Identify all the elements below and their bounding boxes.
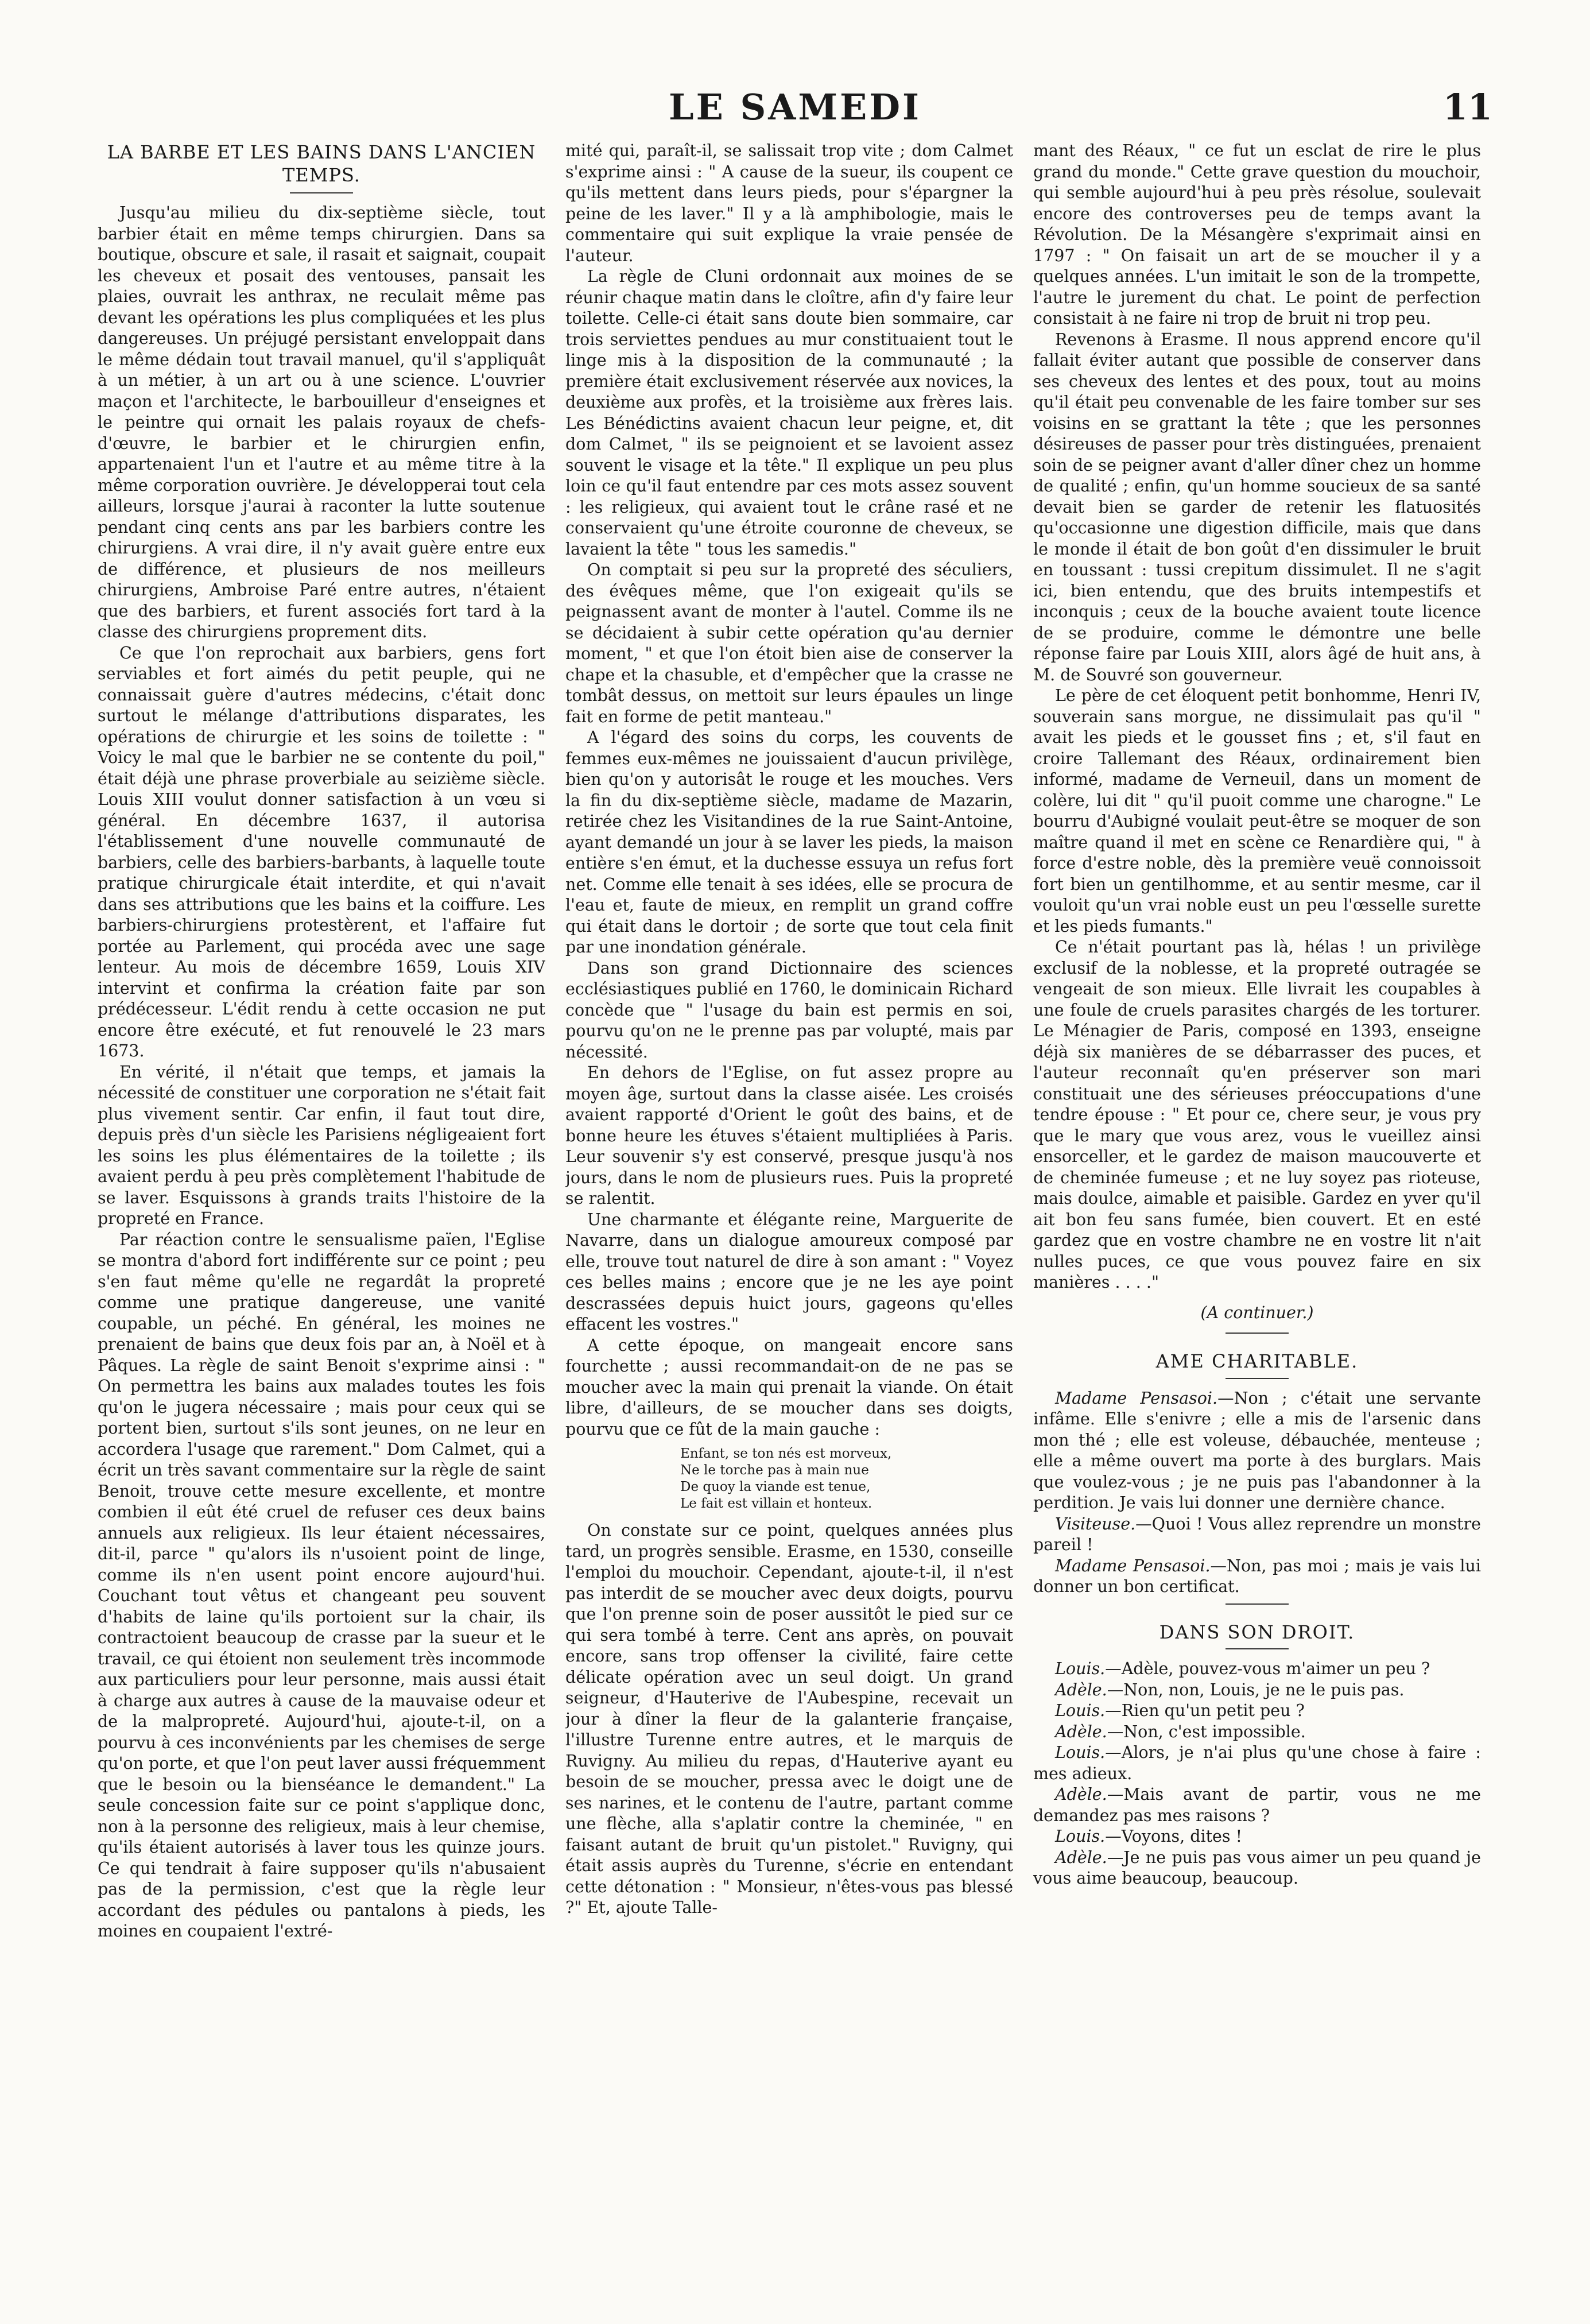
- paragraph: A cette époque, on mangeait encore sans fourchette ; aussi recommandait-on de ne pas se moucher avec la main qui prenait la viande. On était libre, d'ailleurs, de se moucher dans ses doigts, pourvu que ce fût de la main gauche :: [565, 1335, 1013, 1439]
- title-rule: [1226, 1648, 1289, 1649]
- column-2: [565, 141, 1013, 2299]
- dialogue-text: —Non, pas moi ; mais je vais lui donner un bon certificat.: [1033, 1556, 1481, 1596]
- paragraph: Revenons à Erasme. Il nous apprend encore qu'il fallait éviter autant que possible de conserver dans ses cheveux des lentes et des poux, tout au moins qu'il était peu convenable de les faire tomber sur ses voisins en se grattant la tête ; que les personnes désireuses de passer pour très distinguées, prenaient soin de se peigner avant d'aller dîner chez un homme de qualité ; enfin, qu'un homme soucieux de sa santé devait bien se garder de retenir les flatuosités qu'occasionne une digestion difficile, mais que dans le monde il était de bon goût d'en dissimuler le bruit en toussant : tussi crepitum dissimulet. Il ne s'agit ici, bien entendu, que des bruits intempestifs et inconquis ; ceux de la bouche avaient toute licence de se produire, comme le démontre une belle réponse faire par Louis XIII, alors âgé de huit ans, à M. de Souvré son gouverneur.: [1033, 330, 1481, 684]
- dialogue-text: —Je ne puis pas vous aimer un peu quand je vous aime beaucoup, beaucoup.: [1033, 1847, 1481, 1888]
- paragraph: Une charmante et élégante reine, Marguerite de Navarre, dans un dialogue amoureux composé par elle, trouve tout naturel de dire à son amant : " Voyez ces belles mains ; encore que je ne les aye point descrassées depuis huict jours, gageons qu'elles effacent les vostres.": [565, 1210, 1013, 1334]
- title-rule: [1226, 1378, 1289, 1379]
- speaker-name: Louis.: [1055, 1659, 1106, 1678]
- section-rule: [1226, 1333, 1289, 1334]
- dialogue-text: —Voyons, dites !: [1105, 1827, 1243, 1846]
- speaker-name: Adèle.: [1055, 1680, 1107, 1699]
- dialogue-line: [1033, 1680, 1481, 1701]
- page-number: 11: [1442, 86, 1492, 128]
- dialogue-text: —Rien qu'un petit peu ?: [1105, 1701, 1305, 1720]
- dialogue-line: [1033, 1722, 1481, 1743]
- paragraph: Ce n'était pourtant pas là, hélas ! un privilège exclusif de la noblesse, et la propreté outragée se vengeait de son mieux. Elle livrait les coupables à une foule de cruels parasites chargés de les torturer. Le Ménagier de Paris, composé en 1393, enseigne déjà six manières de se débarrasser des puces, et l'auteur reconnaît qu'en préserver son mari constituait une des sérieuses préoccupations d'une tendre épouse : " Et pour ce, chere seur, je vous pry que le mary que vous arez, vous le vueillez ainsi ensorceller, et le gardez de maison maucouverte et de cheminée fumeuse ; et ne luy soyez pas rioteuse, mais doulce, aimable et paisible. Gardez en yver qu'il ait bon feu sans fumée, bien couvert. Et en esté gardez que en vostre chambre ne en vostre lit n'ait nulles puces, ce que vous pouvez faire en six manières . . . .": [1033, 938, 1481, 1292]
- speaker-name: Adèle.: [1055, 1785, 1107, 1804]
- paragraph: Ce que l'on reprochait aux barbiers, gens fort serviables et fort aimés du petit peuple, qui ne connaissait guère d'autres médecins, c'était donc surtout le mélange d'attributions disparates, les opérations de chirurgie et les soins de toilette : " Voicy le mal que le barbier ne se contente du poil," était déjà une phrase proverbiale au seizième siècle. Louis XIII voulut donner satisfaction à un vœu si général. En décembre 1637, il autorisa l'établissement d'une nouvelle communauté de barbiers, celle des barbiers-barbants, à laquelle toute pratique chirurgicale était interdite, et qui n'avait dans ses attributions que les bains et la coiffure. Les barbiers-chirurgiens protestèrent, et l'affaire fut portée au Parlement, qui procéda avec une sage lenteur. Au mois de décembre 1659, Louis XIV intervint et confirma la création faite par son prédécesseur. L'édit rendu à cette occasion ne put encore être exécuté, et fut renouvelé le 23 mars 1673.: [98, 643, 545, 1060]
- column-3: [1033, 141, 1481, 2299]
- paragraph: On constate sur ce point, quelques années plus tard, un progrès sensible. Erasme, en 1530, conseille l'emploi du mouchoir. Cependant, ajoute-t-il, il n'est pas interdit de se moucher avec deux doigts, pourvu que l'on prenne soin de poser aussitôt le pied sur ce qui sera tombé à terre. Cent ans après, on pouvait encore, sans trop offenser la civilité, faire cette délicate opération avec un seul doigt. Un grand seigneur, d'Hauterive de l'Aubespine, recevait un jour à dîner la fleur de la galanterie française, l'illustre Turenne entre autres, et le marquis de Ruvigny. Au milieu du repas, d'Hauterive ayant eu besoin de se moucher, pressa avec le doigt une de ses narines, et le contenu de l'autre, partant comme une flèche, alla s'aplatir contre la cheminée, " en faisant autant de bruit qu'un pistolet." Ruvigny, qui était assis auprès du Turenne, s'écrie en entendant cette détonation : " Monsieur, n'êtes-vous pas blessé ?" Et, ajoute Talle-: [565, 1521, 1013, 1917]
- verse-line: Le fait est villain et honteux.: [680, 1496, 872, 1511]
- paragraph: Le père de cet éloquent petit bonhomme, Henri IV, souverain sans morgue, ne dissimulait pas qu'il " avait les pieds et le gousset fins ; et, s'il faut en croire Tallemant des Réaux, ordinairement bien informé, madame de Verneuil, dans un moment de colère, lui dit " qu'il puoit comme une charogne." Le bourru d'Aubigné voulait peut-être se moquer de son maître quand il met en scène ce Renardière qui, " à force d'estre noble, dès la première veuë connoissoit fort bien un gentilhomme, et au sentir mesme, car il vouloit qu'un vrai noble eust un peu l'œsselle surette et les pieds fumants.": [1033, 686, 1481, 936]
- dialogue-line: [1033, 1847, 1481, 1889]
- speaker-name: Visiteuse.: [1055, 1514, 1136, 1533]
- dialogue-line: [1033, 1556, 1481, 1598]
- paragraph: En vérité, il n'était que temps, et jamais la nécessité de constituer une corporation ne s'était fait plus vivement sentir. Car enfin, il faut tout dire, depuis près d'un siècle les Parisiens négligeaient fort les soins les plus élémentaires de la toilette ; ils avaient perdu à peu près complètement l'habitude de se laver. Esquissons à grands traits l'histoire de la propreté en France.: [98, 1062, 545, 1228]
- paragraph: mant des Réaux, " ce fut un esclat de rire le plus grand du monde." Cette grave question du mouchoir, qui semble aujourd'hui à peu près résolue, soulevait encore des controverses peu de temps avant la Révolution. De la Mésangère s'exprimait ainsi en 1797 : " On faisait un art de se moucher il y a quelques années. L'un imitait le son de la trompette, l'autre le jurement du chat. Le point de perfection consistait à ne faire ni trop de bruit ni trop peu.: [1033, 141, 1481, 328]
- paragraph: On comptait si peu sur la propreté des séculiers, des évêques même, que l'on exigeait qu'ils se peignassent avant de monter à l'autel. Comme ils ne se décidaient à subir cette opération qu'au dernier moment, " et que l'on étoit bien aise de conserver la chape et la chasuble, et d'empêcher que la crasse ne tombât dessus, on mettoit sur leurs épaules un linge fait en forme de petit manteau.": [565, 560, 1013, 726]
- dialogue-text: —Quoi ! Vous allez reprendre un monstre pareil !: [1033, 1514, 1481, 1554]
- article-title-dans-son-droit: DANS SON DROIT.: [1159, 1621, 1355, 1643]
- article-title-barbe: LA BARBE ET LES BAINS DANS L'ANCIEN TEMPS.: [107, 141, 536, 186]
- dialogue-text: —Mais avant de partir, vous ne me demandez pas mes raisons ?: [1033, 1785, 1481, 1825]
- dialogue-text: —Alors, je n'ai plus qu'une chose à faire : mes adieux.: [1033, 1743, 1481, 1783]
- paragraph: Par réaction contre le sensualisme païen, l'Eglise se montra d'abord fort indifférente sur ce point ; peu s'en faut même qu'elle ne regardât la propreté comme une pratique dangereuse, une vanité coupable, un péché. En général, les moines ne prenaient de bains que deux fois par an, à Noël et à Pâques. La règle de saint Benoit s'exprime ainsi : " On permettra les bains aux malades toutes les fois qu'on le jugera nécessaire ; mais pour ceux qui se portent bien, surtout s'ils sont jeunes, on ne leur en accordera l'usage que rarement." Dom Calmet, qui a écrit un très savant commentaire sur la règle de saint Benoit, trouve cette mesure excellente, et montre combien il eût été cruel de refuser ces deux bains annuels aux religieux. Ils leur étaient nécessaires, dit-il, parce " qu'alors ils n'usoient point de linge, comme ils n'en usent point encore aujourd'hui. Couchant tout vêtus et changeant peu souvent d'habits de laine qu'ils portoient sur la chair, ils contractoient beaucoup de crasse par la sueur et le travail, ce qui étoient non seulement très incommode aux particuliers pour leur personne, mais aussi était à charge aux autres à cause de la mauvaise odeur et de la malpropreté. Aujourd'hui, ajoute-t-il, on a pourvu à ces inconvénients par les chemises de serge qu'on porte, et que l'on peut laver aussi fréquemment que le besoin ou la bienséance le demandent." La seule concession faite sur ce point s'applique donc, non à la personne des religieux, mais à leur chemise, qu'ils étaient autorisés à laver tous les quinze jours. Ce qui tendrait à faire supposer qu'ils n'abusaient pas de la permission, c'est que la règle leur accordant des pédules ou pantalons à pieds, les moines en coupaient l'extré-: [98, 1230, 545, 1940]
- verse-quote: [680, 1446, 1013, 1512]
- paragraph: mité qui, paraît-il, se salissait trop vite ; dom Calmet s'exprime ainsi : " A cause de la sueur, ils coupent ce qu'ils mettent dans leurs pieds, pour s'épargner la peine de les laver." Il y a là amphibologie, mais le commentaire qui suit explique la vraie pensée de l'auteur.: [565, 141, 1013, 265]
- verse-line: Enfant, se ton nés est morveux,: [680, 1446, 892, 1461]
- continued-note: (A continuer.): [1200, 1303, 1314, 1322]
- section-rule: [1226, 1603, 1289, 1605]
- dialogue-text: —Adèle, pouvez-vous m'aimer un peu ?: [1105, 1659, 1430, 1678]
- dialogue-line: [1033, 1826, 1481, 1847]
- running-head: [98, 86, 1492, 138]
- dialogue-line: [1033, 1659, 1481, 1680]
- dialogue-line: [1033, 1701, 1481, 1722]
- dialogue-line: [1033, 1514, 1481, 1556]
- speaker-name: Adèle.: [1055, 1847, 1107, 1867]
- paragraph: La règle de Cluni ordonnait aux moines de se réunir chaque matin dans le cloître, afin d'y faire leur toilette. Celle-ci était sans doute bien sommaire, car trois serviettes pendues au mur constituaient tout le linge mis à la disposition de la communauté ; la première était exclusivement réservée aux novices, la deuxième aux profès, et la troisième aux frères lais. Les Bénédictins avaient chacun leur peigne, et, dit dom Calmet, " ils se peignoient et se lavoient assez souvent le visage et la tête." Il explique un peu plus loin ce qu'il faut entendre par ces mots assez souvent : les religieux, qui avaient tout le crâne rasé et ne conservaient qu'une étroite couronne de cheveux, se lavaient la tête " tous les samedis.": [565, 267, 1013, 559]
- dialogue-text: —Non, non, Louis, je ne le puis pas.: [1107, 1680, 1405, 1699]
- paragraph: En dehors de l'Eglise, on fut assez propre au moyen âge, surtout dans la classe aisée. Les croisés avaient rapporté d'Orient le goût des bains, et de bonne heure les étuves s'étaient multipliées à Paris. Leur souvenir s'y est conservé, presque jusqu'à nos jours, dans le nom de plusieurs rues. Puis la propreté se ralentit.: [565, 1063, 1013, 1208]
- speaker-name: Louis.: [1055, 1743, 1106, 1762]
- journal-title: LE SAMEDI: [669, 86, 921, 128]
- verse-line: De quoy la viande est tenue,: [680, 1479, 871, 1494]
- dialogue-line: [1033, 1742, 1481, 1784]
- paragraph: Jusqu'au milieu du dix-septième siècle, tout barbier était en même temps chirurgien. Dans sa boutique, obscure et sale, il rasait et saignait, coupait les cheveux et posait des ventouses, pansait les plaies, ouvrait les anthrax, ne reculait même pas devant les opérations les plus compliquées et les plus dangereuses. Un préjugé persistant enveloppait dans le même dédain tout travail manuel, qu'il s'appliquât à un métier, à un art ou à une science. L'ouvrier maçon et l'architecte, le barbouilleur d'enseignes et le peintre qui ornait les palais royaux de chefs-d'œuvre, le barbier et le chirurgien enfin, appartenaient l'un et l'autre et au même titre à la même corporation ouvrière. Je développerai tout cela ailleurs, lorsque j'aurai à raconter la lutte soutenue pendant cinq cents ans par les barbiers contre les chirurgiens. A vrai dire, il n'y avait guère entre eux de différence, et plusieurs de nos meilleurs chirurgiens, Ambroise Paré entre autres, n'étaient que des barbiers, et furent associés fort tard à la classe des chirurgiens proprement dits.: [98, 203, 545, 641]
- column-1: [98, 141, 545, 2299]
- speaker-name: Madame Pensasoi.: [1055, 1388, 1218, 1408]
- speaker-name: Adèle.: [1055, 1722, 1107, 1741]
- paragraph: Dans son grand Dictionnaire des sciences ecclésiastiques publié en 1760, le dominicain Richard concède que " l'usage du bain est permis en soi, pourvu qu'on ne le prenne pas par volupté, mais par nécessité.: [565, 958, 1013, 1062]
- speaker-name: Madame Pensasoi.: [1055, 1556, 1211, 1575]
- verse-line: Ne le torche pas à main nue: [680, 1463, 869, 1478]
- dialogue-text: —Non, c'est impossible.: [1107, 1722, 1306, 1741]
- title-rule: [290, 192, 353, 193]
- paragraph: A l'égard des soins du corps, les couvents de femmes eux-mêmes ne jouissaient d'aucun privilège, bien qu'on y autorisât le rouge et les mouches. Vers la fin du dix-septième siècle, madame de Mazarin, retirée chez les Visitandines de la rue Saint-Antoine, ayant demandé un jour à se laver les pieds, la maison entière s'en émut, et la duchesse essuya un refus fort net. Comme elle tenait à ses idées, elle se procura de l'eau et, faute de mieux, en remplit un grand coffre qui était dans le dortoir ; de sorte que tout cela finit par une inondation générale.: [565, 728, 1013, 956]
- dialogue-line: [1033, 1784, 1481, 1826]
- dialogue-line: [1033, 1388, 1481, 1514]
- dialogue-text: —Non ; c'était une servante infâme. Elle s'enivre ; elle a mis de l'arsenic dans mon thé ; elle est voleuse, débauchée, menteuse ; elle a même ouvert ma porte à des burglars. Mais que voulez-vous ; je ne puis pas l'abandonner à la perdition. Je vais lui donner une dernière chance.: [1033, 1388, 1481, 1512]
- speaker-name: Louis.: [1055, 1701, 1106, 1720]
- speaker-name: Louis.: [1055, 1827, 1106, 1846]
- article-title-ame-charitable: AME CHARITABLE.: [1155, 1350, 1359, 1372]
